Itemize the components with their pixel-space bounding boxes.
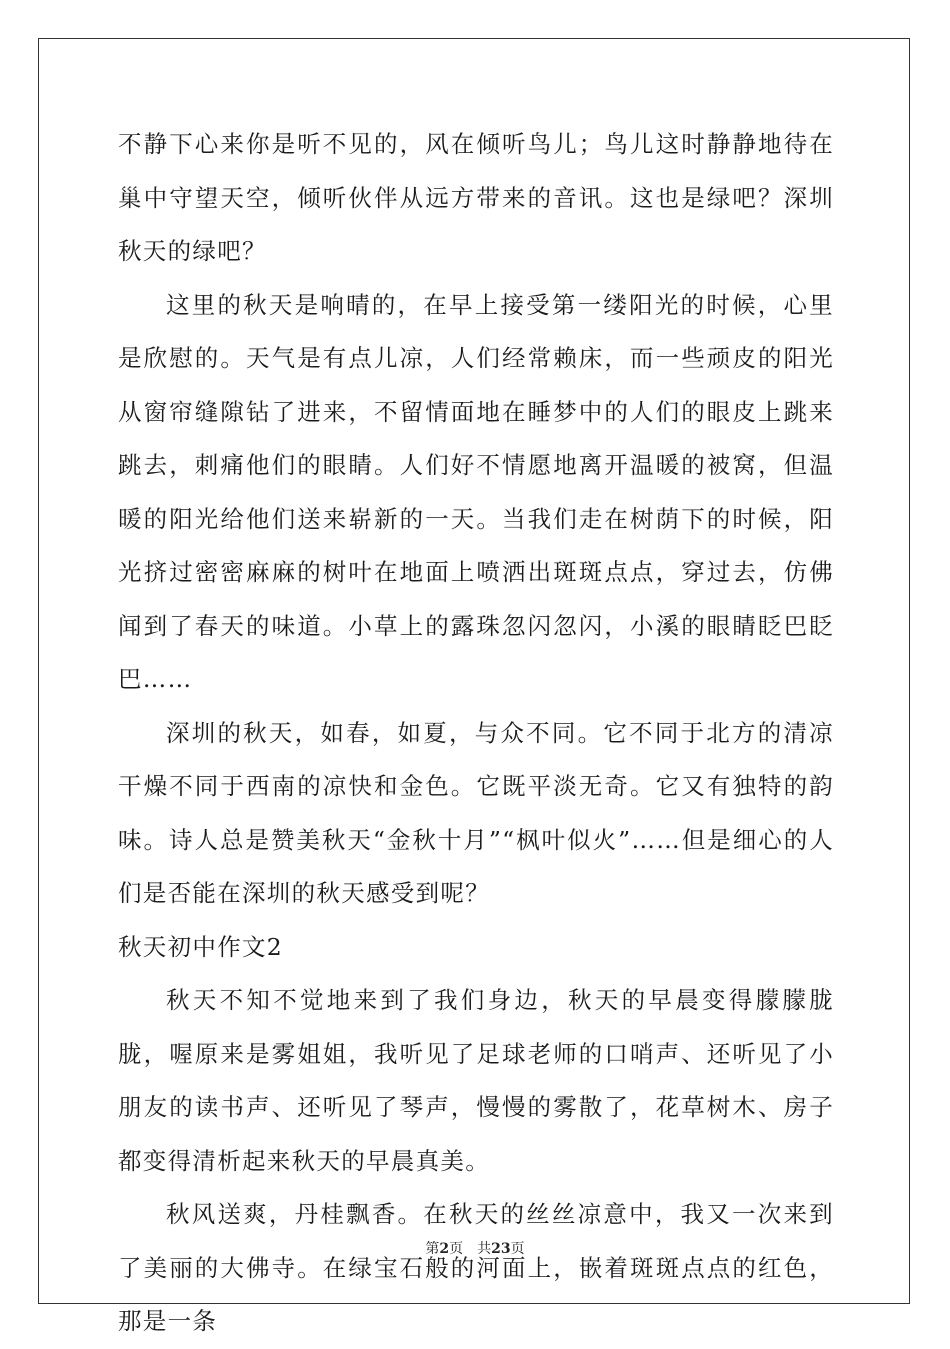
paragraph: 秋天不知不觉地来到了我们身边，秋天的早晨变得朦朦胧胧，喔原来是雾姐姐，我听见了足球老师的口哨声、还听见了小朋友的读书声、还听见了琴声，慢慢的雾散了，花草树木、房子都变得清析起来秋天的早晨真美。: [118, 986, 834, 1175]
paragraph: 这里的秋天是响晴的，在早上接受第一缕阳光的时候，心里是欣慰的。天气是有点儿凉，人们经常赖床，而一些顽皮的阳光从窗帘缝隙钻了进来，不留情面地在睡梦中的人们的眼皮上跳来跳去，刺痛他们的眼睛。人们好不情愿地离开温暖的被窝，但温暖的阳光给他们送来崭新的一天。当我们走在树荫下的时候，阳光挤过密密麻麻的树叶在地面上喷洒出斑斑点点，穿过去，仿佛闻到了春天的味道。小草上的露珠忽闪忽闪，小溪的眼睛眨巴眨巴……: [118, 290, 834, 693]
paragraph: 秋风送爽，丹桂飘香。在秋天的丝丝凉意中，我又一次来到了美丽的大佛寺。在绿宝石般的河面上，嵌着斑斑点点的红色，那是一条: [118, 1200, 834, 1335]
page-current: 2: [439, 1241, 450, 1257]
total-prefix: 共: [477, 1241, 492, 1257]
section-title: 秋天初中作文2: [118, 932, 284, 961]
page-footer: [0, 1238, 950, 1258]
total-suffix: 页: [510, 1241, 525, 1257]
page-prefix: 第: [425, 1241, 440, 1257]
page-suffix: 页: [449, 1241, 464, 1257]
paragraph: 不静下心来你是听不见的，风在倾听鸟儿；鸟儿这时静静地待在巢中守望天空，倾听伙伴从远方带来的音讯。这也是绿吧？深圳秋天的绿吧？: [118, 130, 834, 265]
document-body: [118, 118, 834, 1349]
page-total: 23: [491, 1241, 511, 1257]
paragraph: 深圳的秋天，如春，如夏，与众不同。它不同于北方的清凉干燥不同于西南的凉快和金色。它既平淡无奇。它又有独特的韵味。诗人总是赞美秋天“金秋十月”“枫叶似火”……但是细心的人们是否能在深圳的秋天感受到呢？: [118, 718, 834, 907]
